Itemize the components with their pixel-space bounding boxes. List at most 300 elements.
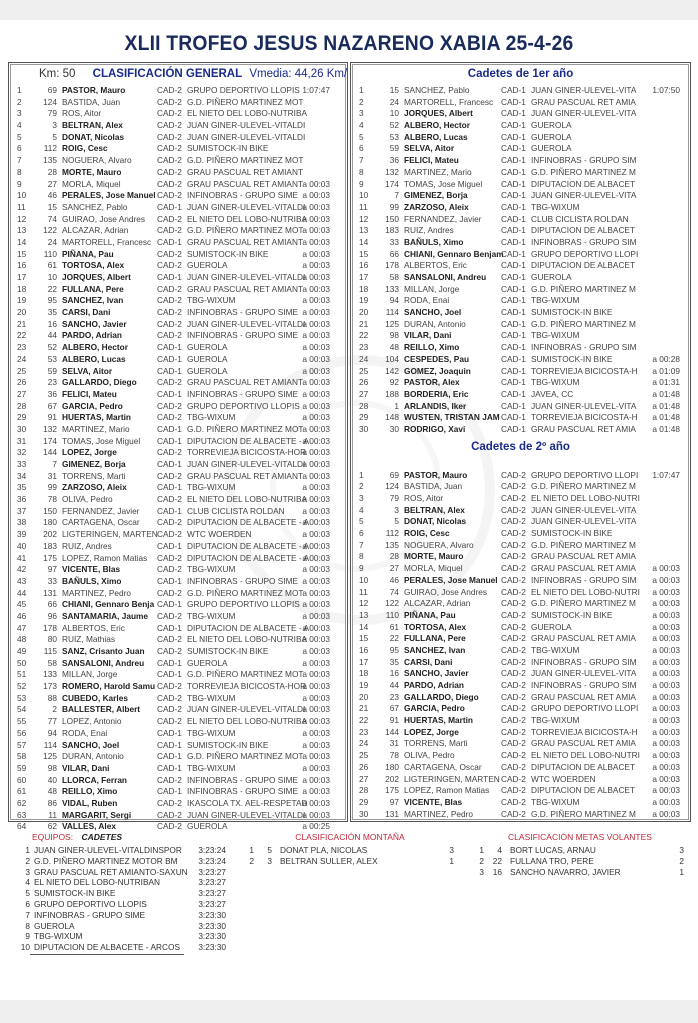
position: 27 xyxy=(359,388,369,399)
category: CAD-2 xyxy=(501,808,526,819)
rider-name: CARSI, Dani xyxy=(404,656,453,667)
time-gap xyxy=(638,307,680,319)
team-name: G.D. PIÑERO MARTINEZ M xyxy=(531,598,636,609)
team-position: 10 xyxy=(20,942,30,953)
team-category: CADETES xyxy=(81,832,123,842)
category: CAD-2 xyxy=(157,318,182,329)
bib-number: 180 xyxy=(43,517,57,528)
position: 43 xyxy=(17,575,27,586)
position: 11 xyxy=(359,201,368,212)
team-row xyxy=(18,921,226,932)
bib-number: 94 xyxy=(389,295,399,306)
rider-name: SANCHEZ, Pablo xyxy=(62,201,128,212)
rider-name: VIDAL, Ruben xyxy=(62,797,118,808)
rider-name: FERNANDEZ, Javier xyxy=(62,505,140,516)
team-label: EQUIPOS: xyxy=(32,832,74,842)
position: 11 xyxy=(359,586,368,597)
rider-row xyxy=(351,575,690,587)
rider-row xyxy=(351,738,690,750)
position: 19 xyxy=(359,680,369,690)
rider-name: BAÑULS, Ximo xyxy=(404,236,464,247)
position: 30 xyxy=(359,423,369,434)
team-row xyxy=(18,845,226,856)
rider-row xyxy=(9,330,347,342)
position: 13 xyxy=(359,609,369,620)
position: 23 xyxy=(359,726,369,737)
category: CAD-1 xyxy=(157,657,182,668)
rider-row xyxy=(9,728,347,740)
position: 35 xyxy=(17,482,27,493)
bib-number: 23 xyxy=(389,691,399,702)
bib-number: 135 xyxy=(43,155,57,166)
team-classification xyxy=(18,830,226,955)
bib-number: 99 xyxy=(389,201,399,212)
category: CAD-1 xyxy=(501,248,526,259)
bib-number: 28 xyxy=(47,166,57,177)
rider-row xyxy=(351,342,690,354)
team-name: SUMISTOCK-IN BIKE xyxy=(531,609,613,620)
team-position: 6 xyxy=(25,898,30,909)
bib-number: 66 xyxy=(389,248,399,259)
position: 7 xyxy=(359,539,364,550)
team-name: GUEROLA xyxy=(531,120,572,131)
time-gap: a 01:48 xyxy=(652,400,680,411)
category: CAD-2 xyxy=(157,704,182,715)
position: 14 xyxy=(359,236,369,247)
position: 6 xyxy=(359,528,364,539)
team-name: JUAN GINER-ULEVEL-VITALDI xyxy=(187,704,306,715)
position: 28 xyxy=(17,400,27,411)
team-name: GRAU PASCUAL RET AMIA xyxy=(531,551,636,562)
team-name: TBG-WIXUM xyxy=(187,727,236,738)
bib-number: 69 xyxy=(389,469,399,480)
rider-name: BASTIDA, Juan xyxy=(404,481,463,492)
points-row xyxy=(470,845,690,856)
position: 21 xyxy=(17,318,27,329)
rider-name: CHIANI, Gennaro Benjam xyxy=(404,248,504,259)
category: CAD-2 xyxy=(501,516,526,527)
category: CAD-1 xyxy=(501,260,526,271)
rider-name: GARCIA, Pedro xyxy=(62,400,123,411)
rider-name: ARLANDIS, Iker xyxy=(404,400,467,411)
time-gap: 1:07:50 xyxy=(652,85,680,95)
time-gap: a 00:03 xyxy=(302,751,330,762)
position: 17 xyxy=(359,656,369,667)
position: 4 xyxy=(359,504,364,515)
team-name: G.D. PIÑERO MARTINEZ M xyxy=(531,318,636,329)
rider-name: BELTRAN SULLER, ALEX xyxy=(280,855,378,866)
rider-row xyxy=(9,377,347,389)
category: CAD-2 xyxy=(157,552,182,563)
team-name: DIPUTACION DE ALBACETE - A xyxy=(187,622,310,633)
rider-name: GUIRAO, Jose Andres xyxy=(62,213,146,224)
team-name: GUEROLA xyxy=(187,657,228,668)
team-position: 3 xyxy=(25,866,30,877)
position: 5 xyxy=(359,516,364,527)
bib-number: 74 xyxy=(389,586,399,597)
time-gap: a 00:03 xyxy=(302,669,330,680)
position: 24 xyxy=(359,738,369,749)
category: CAD-2 xyxy=(157,400,182,411)
position: 10 xyxy=(17,190,27,201)
rider-name: BALLESTER, Albert xyxy=(62,704,141,715)
category: CAD-2 xyxy=(157,330,182,341)
category: CAD-2 xyxy=(501,680,526,690)
rider-name: RODA, Enai xyxy=(62,727,108,738)
team-time: 3:23:30 xyxy=(198,942,226,953)
rider-name: BASTIDA, Juan xyxy=(62,96,121,107)
time-gap xyxy=(638,516,680,528)
cadetes1-heading: Cadetes de 1er año xyxy=(467,68,574,80)
time-gap: a 00:03 xyxy=(302,272,330,282)
rider-row xyxy=(9,517,347,529)
category: CAD-1 xyxy=(157,272,182,282)
team-name: GRUPO DEPORTIVO LLOPI xyxy=(531,469,639,480)
team-name: SUMISTOCK-IN BIKE xyxy=(187,646,269,656)
position: 2 xyxy=(249,855,254,866)
rider-row xyxy=(9,260,347,272)
team-name: JUAN GINER-ULEVEL-VITALDI xyxy=(187,318,306,329)
bib-number: 92 xyxy=(389,377,399,388)
bib-number: 175 xyxy=(43,552,57,563)
position: 1 xyxy=(17,85,22,95)
rider-name: TORRENS, Marti xyxy=(404,738,468,749)
points: 1 xyxy=(679,866,684,877)
cadetes2-heading: Cadetes de 2º año xyxy=(471,440,570,453)
rider-name: MORLA, Miquel xyxy=(404,563,463,574)
category: CAD-2 xyxy=(157,260,182,271)
team-name: JUAN GINER-ULEVEL-VITALDI xyxy=(187,120,306,131)
rider-name: REILLO, Ximo xyxy=(62,786,118,797)
rider-row xyxy=(9,775,347,787)
category: CAD-2 xyxy=(501,586,526,597)
category: CAD-2 xyxy=(157,774,182,785)
category: CAD-2 xyxy=(501,656,526,667)
rider-row xyxy=(9,471,347,483)
position: 19 xyxy=(17,295,27,306)
time-gap: a 00:03 xyxy=(302,681,330,692)
time-gap: a 00:03 xyxy=(652,574,680,585)
time-gap: a 00:03 xyxy=(302,342,330,353)
rider-row xyxy=(351,249,690,261)
category: CAD-1 xyxy=(501,190,526,201)
bib-number: 61 xyxy=(47,260,57,271)
rider-row xyxy=(9,529,347,541)
category: CAD-1 xyxy=(501,108,526,119)
category: CAD-1 xyxy=(501,412,526,423)
general-classification-table xyxy=(8,62,348,832)
rider-name: VILAR, Dani xyxy=(404,330,452,341)
rider-name: VICENTE, Blas xyxy=(62,564,121,575)
time-gap: a 00:03 xyxy=(302,786,330,797)
time-gap: a 00:03 xyxy=(652,644,680,655)
average-speed: Vmedia: 44,26 Km/ xyxy=(249,68,348,80)
time-gap xyxy=(638,551,680,563)
rider-row xyxy=(351,493,690,505)
rider-row xyxy=(351,237,690,249)
position: 11 xyxy=(17,201,26,212)
time-gap: a 00:03 xyxy=(302,248,330,259)
rider-row xyxy=(9,132,347,144)
category: CAD-1 xyxy=(501,307,526,318)
rider-row xyxy=(351,260,690,272)
rider-row xyxy=(9,366,347,378)
category: CAD-1 xyxy=(501,236,526,247)
position: 1 xyxy=(249,845,254,855)
position: 3 xyxy=(359,108,364,119)
time-gap: a 01:48 xyxy=(652,423,680,434)
bib-number: 59 xyxy=(47,365,57,376)
team-name: DIPUTACION DE ALBACETE - A xyxy=(187,540,310,551)
team-name: JUAN GINER-ULEVEL-VITA xyxy=(531,504,637,515)
bib-number: 67 xyxy=(389,703,399,714)
category: CAD-2 xyxy=(157,587,182,598)
rider-name: ALBERO, Lucas xyxy=(62,353,126,364)
position: 18 xyxy=(359,283,369,294)
bib-number: 2 xyxy=(52,704,57,715)
rider-row xyxy=(9,190,347,202)
position: 41 xyxy=(17,552,27,563)
category: CAD-1 xyxy=(501,143,526,154)
bib-number: 110 xyxy=(43,248,57,259)
bib-number: 44 xyxy=(389,680,399,690)
position: 25 xyxy=(359,750,369,761)
bib-number: 16 xyxy=(492,866,502,877)
rider-row xyxy=(351,481,690,493)
team-row xyxy=(18,899,226,910)
rider-name: WUSTEN, TRISTAN JAM xyxy=(404,412,500,423)
time-gap xyxy=(638,540,680,552)
team-name: DIPUTACION DE ALBACET xyxy=(531,785,636,796)
rider-name: BELTRAN, Alex xyxy=(62,120,123,131)
rider-row xyxy=(351,284,690,296)
position: 31 xyxy=(17,435,27,446)
page-title: XLII TROFEO JESUS NAZARENO XABIA 25-4-26 xyxy=(124,32,574,55)
rider-name: REILLO, Ximo xyxy=(404,342,460,353)
rider-row xyxy=(9,225,347,237)
category: CAD-2 xyxy=(157,634,182,645)
position: 30 xyxy=(359,808,369,819)
position: 53 xyxy=(17,692,27,703)
rider-name: LOPEZ, Jorge xyxy=(404,726,459,737)
position: 25 xyxy=(17,365,27,376)
time-gap: a 00:03 xyxy=(652,656,680,667)
bib-number: 22 xyxy=(47,283,57,294)
time-gap xyxy=(638,225,680,237)
time-gap xyxy=(638,97,680,109)
team-name: TBG-WIXUM xyxy=(531,377,580,388)
rider-name: CARTAGENA, Oscar xyxy=(62,517,140,528)
team-name: INFINOBRAS - GRUPO SIME xyxy=(187,330,299,341)
rider-name: GOMEZ, Joaquin xyxy=(404,365,471,376)
team-row xyxy=(18,942,226,953)
team-row xyxy=(18,888,226,899)
rider-name: PASTOR, Alex xyxy=(404,377,460,388)
category: CAD-1 xyxy=(501,342,526,353)
time-gap: a 01:31 xyxy=(652,377,680,388)
team-name: GRAU PASCUAL RET AMIA xyxy=(531,423,636,434)
position: 8 xyxy=(17,166,22,177)
bib-number: 144 xyxy=(43,447,57,458)
rider-name: MORTE, Mauro xyxy=(62,166,122,177)
team-name: INFINOBRAS - GRUPO SIM xyxy=(531,574,637,585)
team-name: JAVEA, CC xyxy=(531,388,574,399)
bib-number: 36 xyxy=(47,388,57,399)
rider-name: LLORCA, Ferran xyxy=(62,774,127,785)
team-name: GRUPO DEPORTIVO LLOPI xyxy=(531,703,639,714)
team-name: WTC WOERDEN xyxy=(531,773,596,784)
rider-row xyxy=(351,809,690,821)
team-name: G.D. PIÑERO MARTINEZ MOT xyxy=(187,423,304,434)
team-name: WTC WOERDEN xyxy=(187,529,252,540)
category: CAD-2 xyxy=(157,470,182,481)
time-gap: a 00:03 xyxy=(652,703,680,714)
rider-row xyxy=(351,190,690,202)
rider-name: SANSALONI, Andreu xyxy=(62,657,145,668)
rider-row xyxy=(351,703,690,715)
sprint-classification xyxy=(470,830,690,877)
team-name: SUMISTOCK-IN BIKE xyxy=(531,528,613,539)
bib-number: 27 xyxy=(389,563,399,574)
category: CAD-2 xyxy=(157,96,182,107)
bib-number: 178 xyxy=(43,622,57,633)
rider-row xyxy=(351,295,690,307)
rider-row xyxy=(351,563,690,575)
category: CAD-2 xyxy=(501,773,526,784)
team-name: EL NIETO DEL LOBO-NUTRIBA xyxy=(187,634,308,645)
rider-name: GALLARDO, Diego xyxy=(62,377,137,388)
rider-row xyxy=(351,120,690,132)
rider-row xyxy=(9,810,347,822)
time-gap xyxy=(638,108,680,120)
category: CAD-1 xyxy=(501,96,526,107)
position: 26 xyxy=(359,377,369,388)
team-name: JUAN GINER-ULEVEL-VITALDINSPOR xyxy=(34,845,182,855)
time-gap xyxy=(638,167,680,179)
rider-name: HUERTAS, Martin xyxy=(62,412,131,423)
team-name: INFINOBRAS - GRUPO SIME xyxy=(187,786,299,797)
category: CAD-2 xyxy=(501,528,526,539)
time-gap: a 00:03 xyxy=(302,459,330,469)
bib-number: 79 xyxy=(47,108,57,119)
bib-number: 74 xyxy=(47,213,57,224)
rider-name: MILLAN, Jorge xyxy=(404,283,460,294)
team-name: TBG-WIXUM xyxy=(187,412,236,423)
category: CAD-2 xyxy=(157,377,182,388)
team-row xyxy=(18,856,226,867)
rider-row xyxy=(9,424,347,436)
bib-number: 3 xyxy=(267,855,272,866)
team-time: 3:23:24 xyxy=(198,845,226,855)
mountain-classification xyxy=(240,830,460,867)
category: CAD-2 xyxy=(157,797,182,808)
rider-name: ZARZOSO, Aleix xyxy=(404,201,469,212)
time-gap: a 00:03 xyxy=(652,621,680,632)
rider-name: OLIVA, Pedro xyxy=(404,750,455,761)
rider-name: SANTAMARIA, Jaume xyxy=(62,610,149,621)
position: 15 xyxy=(359,248,369,259)
team-name: DIPUTACION DE ALBACETE - A xyxy=(187,435,310,446)
time-gap: a 00:03 xyxy=(302,307,330,318)
sprint-rows xyxy=(470,845,690,877)
rider-name: CARTAGENA, Oscar xyxy=(404,761,482,772)
position: 51 xyxy=(17,669,27,680)
position: 28 xyxy=(359,785,369,796)
bib-number: 202 xyxy=(43,529,57,540)
category: CAD-2 xyxy=(157,248,182,259)
rider-name: SELVA, Aitor xyxy=(62,365,113,376)
team-name: G.D. PIÑERO MARTINEZ M xyxy=(531,283,636,294)
position: 4 xyxy=(359,120,364,131)
team-name: TORREVIEJA BICICOSTA-H xyxy=(531,412,638,423)
time-gap: a 00:03 xyxy=(302,330,330,341)
bib-number: 175 xyxy=(385,785,399,796)
position: 9 xyxy=(359,178,364,189)
bib-number: 62 xyxy=(47,821,57,832)
time-gap: a 01:48 xyxy=(652,412,680,423)
bib-number: 112 xyxy=(43,143,57,154)
team-name: SUMISTOCK-IN BIKE xyxy=(187,739,269,750)
rider-row xyxy=(351,167,690,179)
cadetes2-rows xyxy=(351,470,690,821)
rider-name: MARTINEZ, Pedro xyxy=(404,808,474,819)
time-gap: a 00:03 xyxy=(302,646,330,656)
rider-name: MARTINEZ, Mario xyxy=(62,423,130,434)
rider-name: VALLES, Alex xyxy=(62,821,116,832)
bib-number: 97 xyxy=(47,564,57,575)
bib-number: 86 xyxy=(47,797,57,808)
rider-name: SANCHEZ, Pablo xyxy=(404,85,470,95)
rider-row xyxy=(9,693,347,705)
bib-number: 104 xyxy=(385,353,399,364)
position: 26 xyxy=(17,377,27,388)
category: CAD-1 xyxy=(501,423,526,434)
category: CAD-1 xyxy=(501,388,526,399)
time-gap xyxy=(638,481,680,493)
position: 52 xyxy=(17,681,27,692)
rider-name: SANCHO NAVARRO, JAVIER xyxy=(510,866,621,877)
rider-row xyxy=(351,645,690,657)
position: 57 xyxy=(17,739,27,750)
rider-row xyxy=(351,516,690,528)
position: 59 xyxy=(17,762,27,773)
team-name: SUMISTOCK-IN BIKE xyxy=(531,307,613,318)
category: CAD-1 xyxy=(157,505,182,516)
rider-row xyxy=(351,108,690,120)
bib-number: 28 xyxy=(389,551,399,562)
position: 34 xyxy=(17,470,27,481)
points-row xyxy=(240,845,460,856)
team-name: INFINOBRAS - GRUPO SIM xyxy=(531,680,637,690)
rider-row xyxy=(9,786,347,798)
team-row xyxy=(18,910,226,921)
rider-name: CARSI, Dani xyxy=(62,307,111,318)
category: CAD-1 xyxy=(501,295,526,306)
rider-name: FULLANA, Pere xyxy=(62,283,124,294)
bib-number: 52 xyxy=(389,120,399,131)
time-gap xyxy=(638,214,680,226)
time-gap: a 00:03 xyxy=(302,225,330,236)
position: 3 xyxy=(359,493,364,503)
category: CAD-2 xyxy=(501,469,526,480)
bib-number: 1 xyxy=(394,400,399,411)
bib-number: 16 xyxy=(47,318,57,329)
team-name: GRUPO DEPORTIVO LLOPIS xyxy=(187,599,300,610)
rider-row xyxy=(9,634,347,646)
category: CAD-2 xyxy=(157,190,182,201)
position: 49 xyxy=(17,646,27,656)
position: 1 xyxy=(359,85,364,95)
